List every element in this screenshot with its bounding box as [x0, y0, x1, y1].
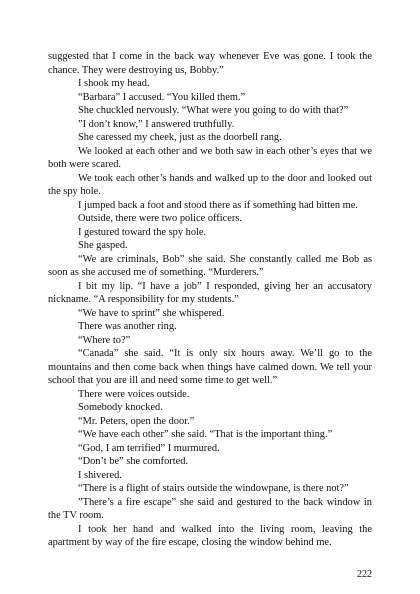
paragraph: suggested that I come in the back way whenever Eve was gone. I took the chance. They were destroying us, Bobby.” [48, 51, 372, 76]
paragraph: Outside, there were two police officers. [78, 213, 242, 224]
paragraph: She caressed my cheek, just as the doorbell rang. [78, 132, 282, 143]
paragraph: She chuckled nervously. “What were you going to do with that?” [78, 105, 349, 116]
paragraph: “God, I am terrified” I murmured. [78, 442, 220, 454]
paragraph: “Don’t be” she comforted. [78, 456, 189, 467]
paragraph: ”I don’t know,” I answered truthfully. [78, 118, 235, 130]
paragraph: “We are criminals, Bob” she said. She constantly called me Bob as soon as she accused me of something. “Murderers.” [48, 253, 372, 278]
paragraph: I shivered. [78, 469, 122, 481]
paragraph: “Where to?” [78, 334, 131, 346]
paragraph: I shook my head. [78, 78, 150, 89]
paragraph: ”There’s a fire escape” she said and gestured to the back window in the TV room. [48, 496, 372, 521]
paragraph: I took her hand and walked into the living room, leaving the apartment by way of the fire escape, closing the window behind me. [48, 523, 372, 548]
paragraph: I jumped back a foot and stood there as if something had bitten me. [78, 199, 358, 211]
paragraph: We took each other’s hands and walked up to the door and looked out the spy hole. [48, 172, 372, 197]
body-text [48, 50, 372, 550]
paragraph: “Mr. Peters, open the door.” [78, 415, 195, 427]
paragraph: Somebody knocked. [78, 402, 163, 413]
page-number: 222 [357, 569, 372, 580]
paragraph: “Canada” she said. “It is only six hours away. We’ll go to the mountains and then come back when things have calmed down. We tell your school that you are ill and need some time to get well.” [48, 348, 372, 386]
paragraph: There were voices outside. [78, 388, 190, 400]
paragraph: “We have to sprint” she whispered. [78, 307, 225, 319]
paragraph: I gestured toward the spy hole. [78, 226, 207, 238]
paragraph: There was another ring. [78, 321, 177, 332]
paragraph: “There is a flight of stairs outside the windowpane, is there not?” [78, 483, 349, 494]
paragraph: “We have each other” she said. “That is the important thing.” [78, 429, 333, 440]
paragraph: “Barbara” I accused. “You killed them.” [78, 91, 246, 103]
paragraph: We looked at each other and we both saw in each other’s eyes that we both were scared. [48, 145, 372, 170]
paragraph: I bit my lip. “I have a job” I responded, giving her an accusatory nickname. “A responsibility for my students.” [48, 280, 372, 305]
paragraph: She gasped. [78, 240, 128, 251]
